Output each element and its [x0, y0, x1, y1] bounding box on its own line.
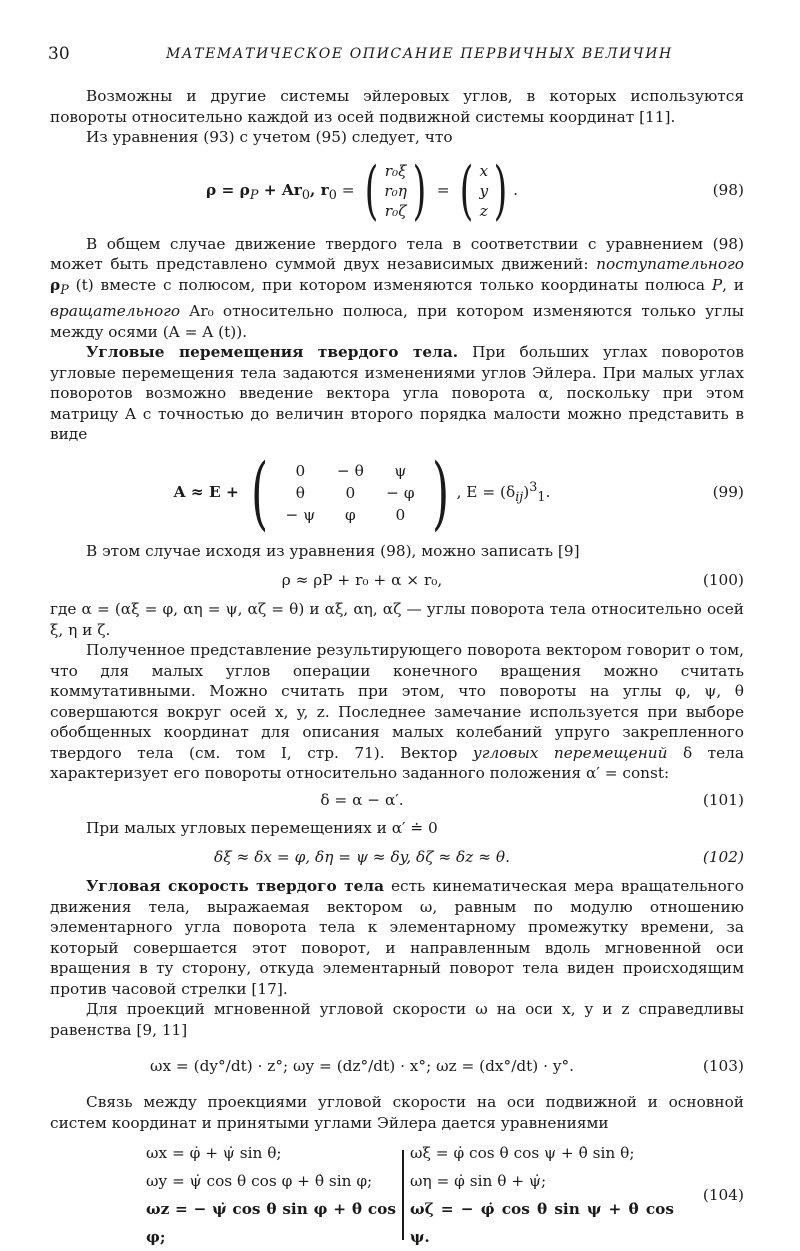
- rotation-matrix: 0 − θ ψ θ 0 − φ − ψ φ 0: [285, 461, 415, 524]
- paragraph-8: При малых угловых перемещениях и α′ ≐ 0: [86, 818, 438, 837]
- equation-99: [50, 445, 744, 539]
- equation-104-left: ωx = φ̇ + ψ̇ sin θ; ωy = ψ̇ cos θ cos φ + θ̇ sin φ; ωz = − ψ̇ cos θ sin φ + θ̇ cos φ;: [146, 1144, 396, 1247]
- paragraph-2: Из уравнения (93) с учетом (95) следует, что: [86, 128, 453, 146]
- equation-number-101: (101): [702, 791, 744, 810]
- equation-102-formula: δξ ≈ δx = φ, δη = ψ ≈ δy, δζ ≈ δz ≈ θ.: [214, 847, 510, 866]
- equation-103: [50, 1044, 744, 1088]
- equation-number-103: (103): [702, 1056, 744, 1075]
- paragraph-7: Полученное представление результирующего поворота вектором говорит о том, что для малых углов операции конечного вращения можно считать коммутативными. Можно считать при этом, что повороты на углы φ, ψ, θ совершаются вокруг осей x, y, z. Последнее замечание используется при выборе обобщенных координат для описания малых колебаний упруго закрепленного твердого тела (см. том I, стр. 71). Вектор угловых перемещений δ тела характеризует его повороты относительно заданного положения α′ = const:: [50, 641, 744, 783]
- equation-number-104: (104): [702, 1185, 744, 1204]
- equation-101-formula: δ = α − α′.: [320, 791, 404, 810]
- paragraph-10: Для проекций мгновенной угловой скорости ω на оси x, y и z справедливы равенства [9, 11]: [50, 1000, 744, 1039]
- equation-number-99: (99): [712, 483, 744, 502]
- paragraph-11: Связь между проекциями угловой скорости на оси подвижной и основной систем координат и принятыми углами Эйлера дается уравнениями: [50, 1093, 744, 1132]
- equation-101: [50, 788, 744, 814]
- equation-99-formula: A ≈ E + ( 0 − θ ψ θ 0 − φ − ψ φ 0 ) , $E = (\delta_{ij})^3_1$.: [173, 445, 551, 539]
- equation-number-100: (100): [702, 570, 744, 589]
- xyz-components: x y z: [479, 161, 489, 220]
- paragraph-6: где α = (αξ = φ, αη = ψ, αζ = θ) и αξ, αη, αζ — углы поворота тела относительно осей ξ, η и ζ.: [50, 600, 744, 639]
- equation-100: [50, 565, 744, 595]
- paragraph-3: В общем случае движение твердого тела в соответствии с уравнением (98) может быть представлено суммой двух независимых движений: поступательного $\rho_P$ (t) вместе с полюсом, при котором изменяются только координаты полюса P, и вращательного Ar₀ относительно полюса, при котором изменяются только углы между осями (A = A (t)).: [50, 234, 744, 341]
- equation-100-formula: ρ ≈ ρP + r₀ + α × r₀,: [281, 570, 443, 589]
- equation-number-102: (102): [702, 847, 744, 866]
- paragraph-9: Угловая скорость твердого тела есть кинематическая мера вращательного движения тела, выражаемая вектором ω, равным по модулю отношению элементарного угла поворота тела к элементарному промежутку времени, за который совершается этот поворот, и направленным вдоль мгновенной оси вращения в ту сторону, откуда элементарный поворот тела виден происходящим против часовой стрелки [17].: [50, 877, 744, 998]
- equation-103-formula: ωx = (dy°/dt) · z°; ωy = (dz°/dt) · x°; ωz = (dx°/dt) · y°.: [149, 1056, 575, 1075]
- paragraph-4: Угловые перемещения твердого тела. При больших углах поворотов угловые перемещения тела задаются изменениями углов Эйлера. При малых углах поворотов возможно введение вектора угла поворота α, поскольку при этом матрицу A с точностью до величин второго порядка малости можно представить в виде: [50, 343, 744, 444]
- equation-98-formula: $\rho = \rho_P + Ar_0$, $r_0$ = ( r₀ξ r₀η r₀ζ ) = ( x y z ) .: [206, 153, 518, 228]
- page-number: 30: [48, 44, 70, 64]
- equation-98: [50, 152, 744, 230]
- system-divider: [402, 1150, 404, 1240]
- body-text: [50, 86, 744, 1251]
- paragraph-5: В этом случае исходя из уравнения (98), можно записать [9]: [86, 541, 580, 560]
- page-header: [48, 44, 748, 74]
- running-title: МАТЕМАТИЧЕСКОЕ ОПИСАНИЕ ПЕРВИЧНЫХ ВЕЛИЧИН: [166, 46, 673, 62]
- equation-104: [50, 1139, 744, 1251]
- equation-104-right: ωξ = φ̇ cos θ cos ψ + θ̇ sin θ; ωη = φ̇ sin θ + ψ̇; ωζ = − φ̇ cos θ sin ψ + θ̇ cos ψ.: [410, 1144, 674, 1247]
- equation-102: [50, 842, 744, 872]
- r0-components: r₀ξ r₀η r₀ζ: [384, 161, 407, 220]
- paragraph-1: Возможны и другие системы эйлеровых углов, в которых используются повороты относительно каждой из осей подвижной системы координат [11].: [50, 87, 744, 126]
- equation-number-98: (98): [712, 181, 744, 200]
